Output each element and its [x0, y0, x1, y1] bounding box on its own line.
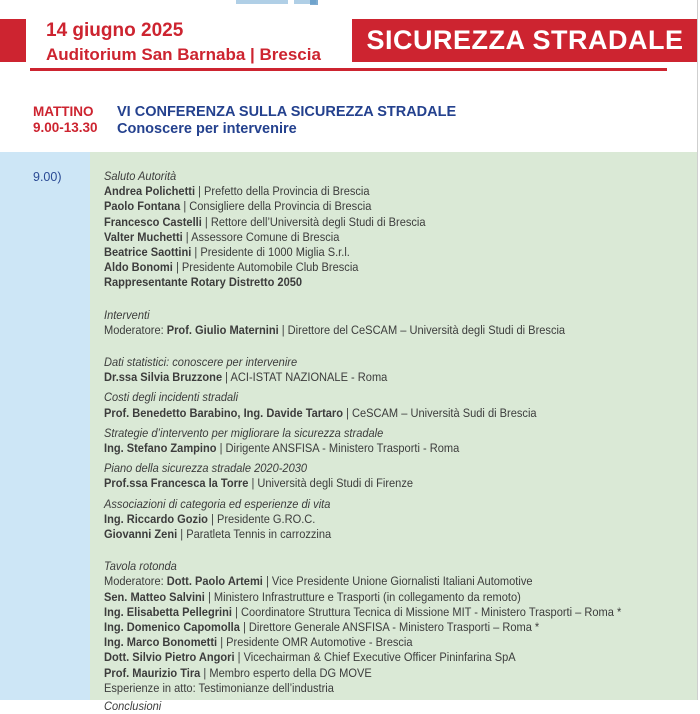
program-line: Sen. Matteo Salvini | Ministero Infrastrutture e Trasporti (in collegamento da remoto) [104, 589, 521, 604]
program-group [104, 461, 698, 491]
program-line: Ing. Riccardo Gozio | Presidente G.RO.C. [104, 511, 316, 526]
program-line: Dott. Silvio Pietro Angori | Vicechairman & Chief Executive Officer Pininfarina SpA [104, 650, 516, 665]
program-content [90, 152, 700, 714]
program-line: Rappresentante Rotary Distretto 2050 [104, 275, 303, 290]
event-date: 14 giugno 2025 [46, 20, 184, 41]
session-heading: Dati statistici: conoscere per intervenire [104, 355, 298, 370]
program-line: Beatrice Saottini | Presidente di 1000 Miglia S.r.l. [104, 245, 350, 260]
program-group [104, 497, 698, 543]
session-heading: Strategie d’intervento per migliorare la sicurezza stradale [104, 425, 384, 440]
program-line: Ing. Marco Bonometti | Presidente OMR Automotive - Brescia [104, 635, 413, 650]
session-heading: Tavola rotonda [104, 559, 177, 574]
session-heading: Costi degli incidenti stradali [104, 390, 239, 405]
program-group [104, 169, 698, 291]
program-line: Dr.ssa Silvia Bruzzone | ACI-ISTAT NAZIONALE - Roma [104, 370, 388, 385]
program-line: Esperienze in atto: Testimonianze dell’industria [104, 680, 334, 695]
session-heading: Conclusioni [104, 699, 162, 714]
session-hours: 9.00-13.30 [33, 120, 98, 136]
header-rule [30, 68, 667, 71]
session-heading: Saluto Autorità [104, 169, 177, 183]
event-date-venue [46, 20, 321, 64]
session-heading: Interventi [104, 307, 150, 322]
session-header [33, 104, 456, 139]
session-heading: Piano della sicurezza stradale 2020-2030 [104, 461, 308, 476]
program-group [104, 699, 698, 714]
program-line: Prof. Maurizio Tira | Membro esperto della DG MOVE [104, 665, 372, 680]
session-period-block [33, 104, 117, 139]
logo-sliver [310, 0, 318, 5]
program-line: Prof.ssa Francesca la Torre | Università degli Studi di Firenze [104, 476, 414, 491]
program-group [104, 355, 698, 385]
program-line: Aldo Bonomi | Presidente Automobile Club Brescia [104, 260, 359, 275]
program-line: Ing. Domenico Capomolla | Direttore Generale ANSFISA - Ministero Trasporti – Roma * [104, 620, 540, 635]
program-group [104, 559, 698, 696]
program-line: Francesco Castelli | Rettore dell’Università degli Studi di Brescia [104, 214, 426, 229]
program-line: Ing. Stefano Zampino | Dirigente ANSFISA - Ministero Trasporti - Roma [104, 441, 460, 456]
time-column [0, 152, 90, 700]
program-line: Giovanni Zeni | Paratleta Tennis in carrozzina [104, 527, 332, 542]
program-section [0, 152, 700, 714]
session-title-block [117, 104, 456, 139]
start-time: 9.00) [33, 170, 62, 184]
program-group [104, 426, 698, 456]
program-group [104, 308, 698, 338]
program-group [104, 390, 698, 420]
program-line: Valter Muchetti | Assessore Comune di Brescia [104, 229, 340, 244]
logo-sliver [236, 0, 288, 4]
program-line: Prof. Benedetto Barabino, Ing. Davide Tartaro | CeSCAM – Università Sudi di Brescia [104, 405, 537, 420]
conference-title: VI CONFERENZA SULLA SICUREZZA STRADALE [117, 104, 457, 120]
program-groups [104, 169, 698, 714]
conference-subtitle: Conoscere per intervenire [117, 121, 297, 138]
red-accent-square [0, 19, 26, 62]
session-heading: Associazioni di categoria ed esperienze di vita [104, 496, 331, 511]
session-period: MATTINO [33, 104, 94, 119]
program-line: Paolo Fontana | Consigliere della Provincia di Brescia [104, 199, 372, 214]
program-line: Moderatore: Dott. Paolo Artemi | Vice Presidente Unione Giornalisti Italiani Automotive [104, 574, 533, 589]
program-line: Moderatore: Prof. Giulio Maternini | Direttore del CeSCAM – Università degli Studi di Brescia [104, 322, 566, 337]
banner-title: SICUREZZA STRADALE [366, 25, 684, 55]
event-venue: Auditorium San Barnaba | Brescia [46, 44, 321, 64]
program-line: Ing. Elisabetta Pellegrini | Coordinatore Struttura Tecnica di Missione MIT - Ministero Trasporti – Roma * [104, 604, 622, 619]
page-edge-line [697, 0, 698, 700]
program-line: Andrea Polichetti | Prefetto della Provincia di Brescia [104, 184, 370, 199]
title-banner [352, 19, 698, 62]
